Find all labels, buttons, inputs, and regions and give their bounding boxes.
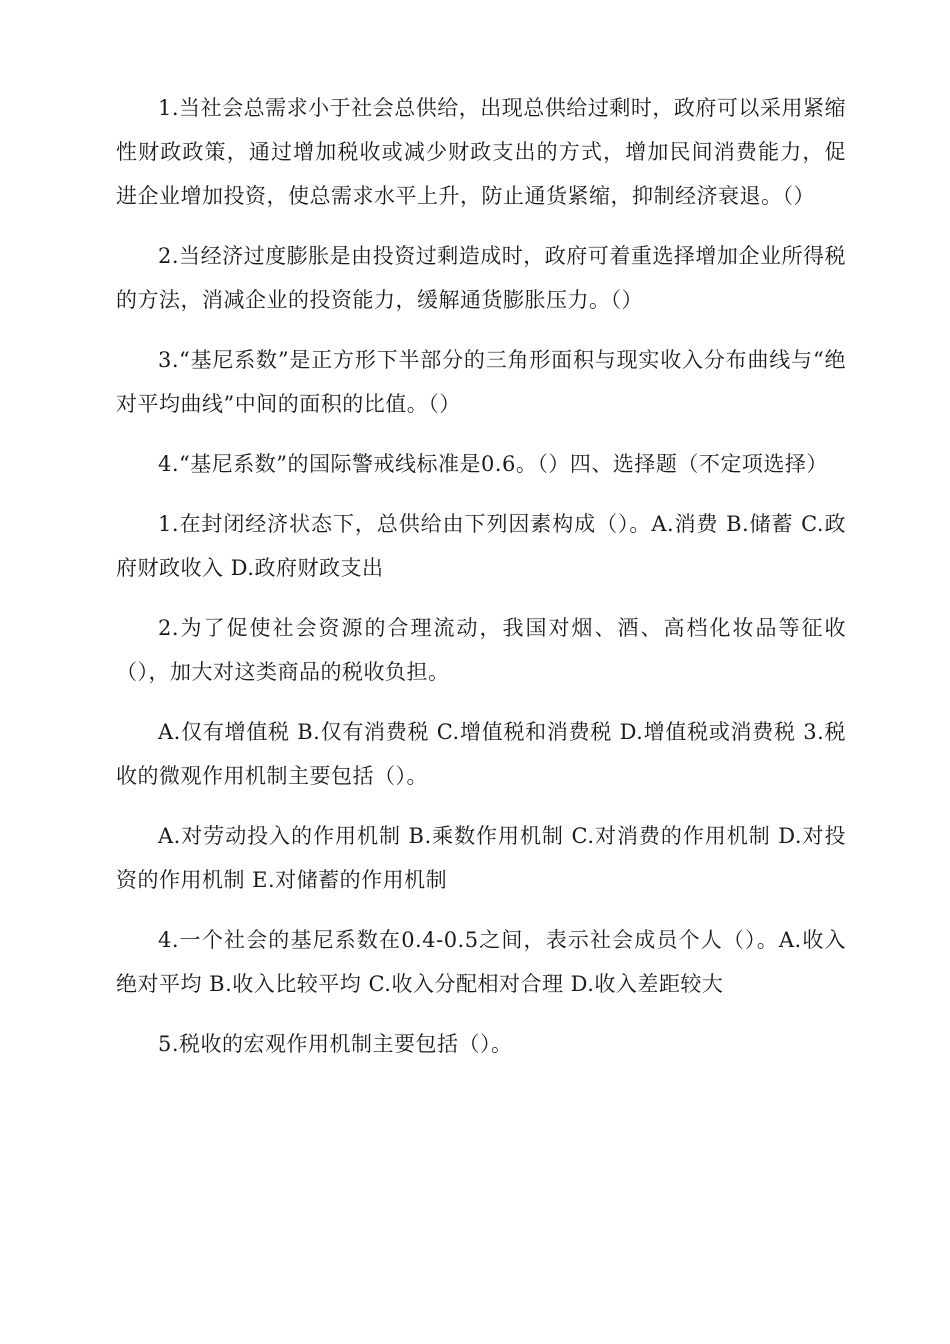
paragraph-judgment-2: 2.当经济过度膨胀是由投资过剩造成时，政府可着重选择增加企业所得税的方法，消减企业的投资能力，缓解通货膨胀压力。（） (116, 244, 846, 312)
paragraph-choice-5: 5.税收的宏观作用机制主要包括（）。 (158, 1032, 513, 1056)
document-page (116, 86, 846, 1082)
paragraph-choice-1: 1.在封闭经济状态下，总供给由下列因素构成（）。A.消费 B.储蓄 C.政府财政收入 D.政府财政支出 (116, 512, 846, 580)
paragraph-choice-3-options: A.对劳动投入的作用机制 B.乘数作用机制 C.对消费的作用机制 D.对投资的作用机制 E.对储蓄的作用机制 (116, 824, 846, 892)
paragraph-choice-4: 4.一个社会的基尼系数在0.4-0.5之间，表示社会成员个人（）。A.收入绝对平均 B.收入比较平均 C.收入分配相对合理 D.收入差距较大 (116, 928, 846, 996)
paragraph-judgment-4-and-section-heading: 4.“基尼系数”的国际警戒线标准是0.6。（）四、选择题（不定项选择） (158, 452, 828, 476)
paragraph-choice-2-options-and-choice-3: A.仅有增值税 B.仅有消费税 C.增值税和消费税 D.增值税或消费税 3.税收的微观作用机制主要包括（）。 (116, 720, 846, 788)
paragraph-judgment-3: 3.“基尼系数”是正方形下半部分的三角形面积与现实收入分布曲线与“绝对平均曲线”中间的面积的比值。（） (116, 348, 846, 416)
paragraph-choice-2: 2.为了促使社会资源的合理流动，我国对烟、酒、高档化妆品等征收（），加大对这类商品的税收负担。 (116, 616, 846, 684)
paragraph-judgment-1: 1.当社会总需求小于社会总供给，出现总供给过剩时，政府可以采用紧缩性财政政策，通过增加税收或减少财政支出的方式，增加民间消费能力，促进企业增加投资，使总需求水平上升，防止通货紧缩，抑制经济衰退。（） (116, 96, 846, 208)
